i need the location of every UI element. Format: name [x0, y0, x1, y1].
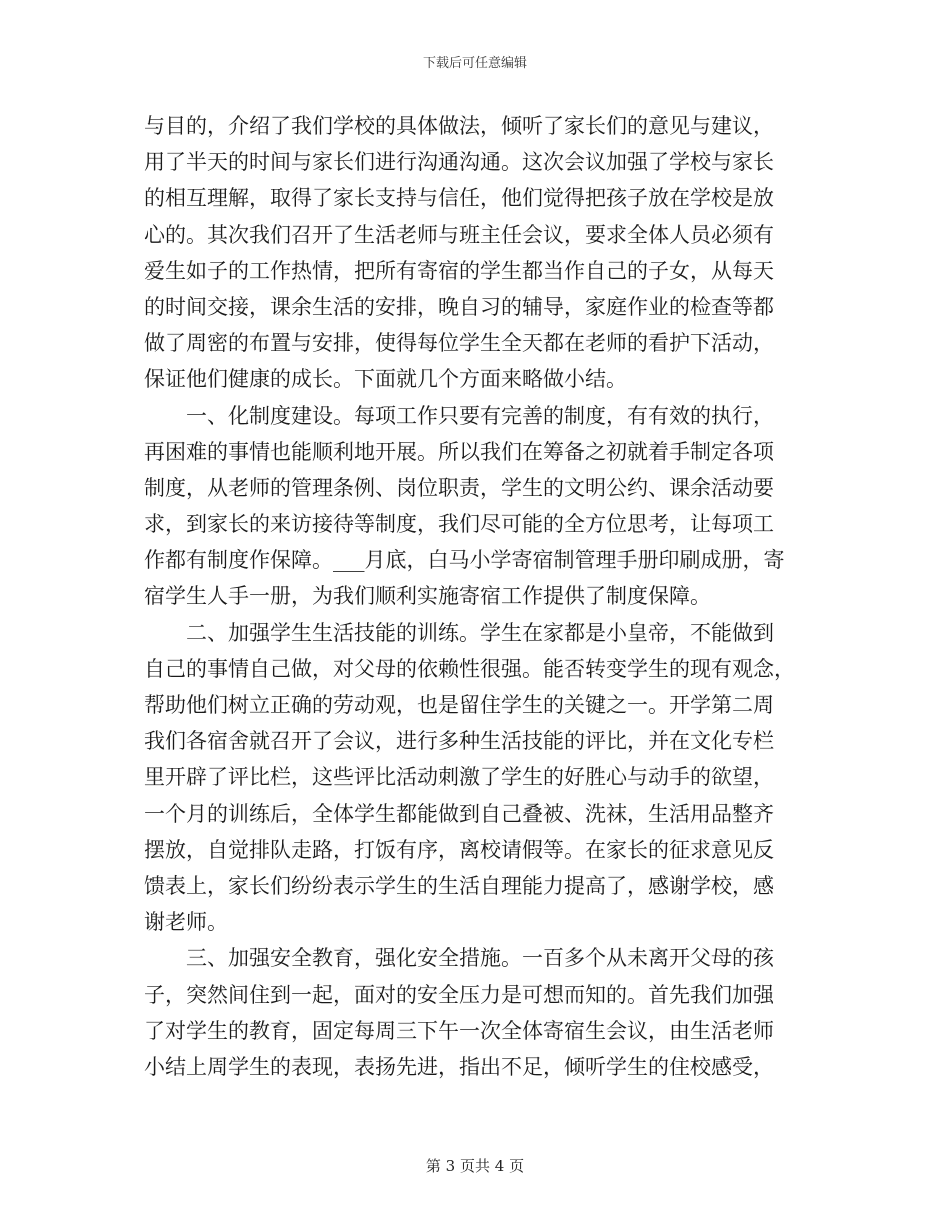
- text-line: 自己的事情自己做，对父母的依赖性很强。能否转变学生的现有观念，: [144, 656, 795, 681]
- text-line: 再困难的事情也能顺利地开展。所以我们在筹备之初就着手制定各项: [144, 439, 774, 464]
- text-line: 用了半天的时间与家长们进行沟通沟通。这次会议加强了学校与家长: [144, 150, 774, 175]
- text-line: 一、化制度建设。每项工作只要有完善的制度，有有效的执行，: [186, 403, 774, 428]
- text-line: 作都有制度作保障。___月底，白马小学寄宿制管理手册印刷成册，寄: [144, 548, 785, 573]
- text-line: 帮助他们树立正确的劳动观，也是留住学生的关键之一。开学第二周: [144, 693, 774, 717]
- text-line: 二、加强学生生活技能的训练。学生在家都是小皇帝，不能做到: [186, 620, 774, 645]
- page-number: 第 3 页共 4 页: [425, 1157, 525, 1175]
- page-header: 下载后可任意编辑: [422, 56, 527, 71]
- text-line: 保证他们健康的成长。下面就几个方面来略做小结。: [144, 367, 627, 392]
- text-line: 心的。其次我们召开了生活老师与班主任会议，要求全体人员必须有: [144, 222, 774, 247]
- text-line: 的相互理解，取得了家长支持与信任，他们觉得把孩子放在学校是放: [144, 186, 774, 211]
- text-line: 宿学生人手一册，为我们顺利实施寄宿工作提供了制度保障。: [144, 584, 711, 609]
- text-line: 我们各宿舍就召开了会议，进行多种生活技能的评比，并在文化专栏: [144, 729, 774, 754]
- text-line: 与目的，介绍了我们学校的具体做法，倾听了家长们的意见与建议，: [144, 114, 774, 138]
- text-line: 摆放，自觉排队走路，打饭有序，离校请假等。在家长的征求意见反: [144, 837, 774, 862]
- text-line: 做了周密的布置与安排，使得每位学生全天都在老师的看护下活动，: [144, 331, 774, 356]
- text-line: 谢老师。: [144, 910, 228, 935]
- text-line: 小结上周学生的表现，表扬先进，指出不足，倾听学生的住校感受，: [144, 1054, 774, 1079]
- text-line: 爱生如子的工作热情，把所有寄宿的学生都当作自己的子女，从每天: [144, 258, 774, 283]
- text-line: 一个月的训练后，全体学生都能做到自己叠被、洗袜，生活用品整齐: [144, 801, 774, 826]
- text-line: 求，到家长的来访接待等制度，我们尽可能的全方位思考，让每项工: [144, 512, 774, 537]
- text-line: 三、加强安全教育，强化安全措施。一百多个从未离开父母的孩: [186, 946, 774, 971]
- text-line: 的时间交接，课余生活的安排，晚自习的辅导，家庭作业的检查等都: [144, 294, 774, 319]
- text-line: 里开辟了评比栏，这些评比活动刺激了学生的好胜心与动手的欲望，: [144, 765, 774, 790]
- text-line: 馈表上，家长们纷纷表示学生的生活自理能力提高了，感谢学校，感: [144, 873, 774, 898]
- text-line: 了对学生的教育，固定每周三下午一次全体寄宿生会议，由生活老师: [144, 1018, 774, 1043]
- text-line: 制度，从老师的管理条例、岗位职责，学生的文明公约、课余活动要: [144, 475, 774, 500]
- text-line: 子，突然间住到一起，面对的安全压力是可想而知的。首先我们加强: [144, 982, 774, 1007]
- document-body: [144, 108, 804, 1085]
